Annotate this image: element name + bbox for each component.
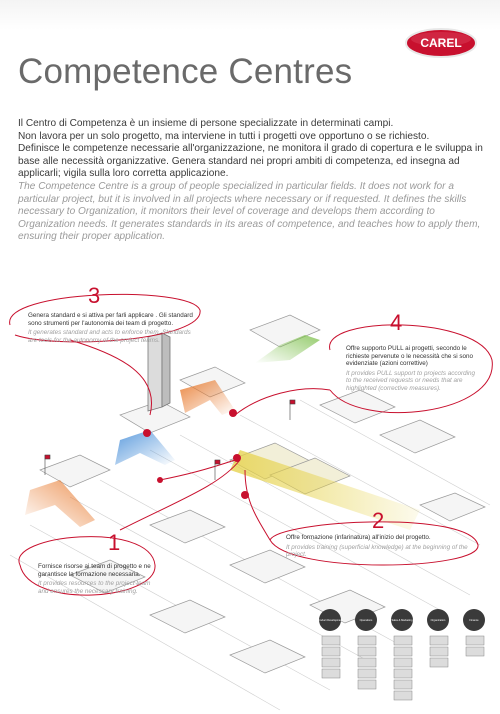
callout-1-en: It provides resources to the project team and ensures the necessary training. (38, 580, 151, 595)
callout-4 (346, 345, 476, 393)
org-chart (318, 608, 494, 712)
callout-2-en: It provides training (superficial knowledge) at the beginning of the project. (286, 543, 468, 559)
logo-text: CAREL (420, 36, 462, 50)
callout-number-2: 2 (372, 508, 385, 533)
carel-logo (404, 26, 478, 60)
callout-4-it: Offre supporto PULL ai progetti, secondo le richieste pervenute o le necessità che si sono evidenziate (azioni correttive) (346, 345, 474, 368)
callout-1 (38, 563, 156, 595)
page-title: Competence Centres (18, 52, 353, 91)
callout-2-it: Offre formazione (infarinatura) all'inizio del progetto. (286, 534, 431, 541)
intro-it-3: Definisce le competenze necessarie all'organizzazione, ne monitora il grado di copertura e le sviluppa in base alle necessità organizzative. Genera standard nei propri ambiti di competenza, ed insegna ad applicarli; vigila sulla loro corretta applicazione. (18, 143, 483, 180)
org-header-1: Operations (359, 619, 373, 622)
callout-3-it: Genera standard e si attiva per farli applicare . Gli standard sono strumenti per l'autonomia dei team di progetto. (28, 312, 193, 327)
callout-3 (28, 312, 196, 344)
yellow-band (230, 450, 420, 530)
org-header-4: Finance (469, 619, 479, 622)
intro-text (18, 118, 484, 244)
org-header-0: Product Development (318, 619, 343, 622)
callout-number-3: 3 (88, 283, 101, 308)
callout-number-1: 1 (108, 530, 121, 555)
callout-2 (286, 534, 482, 559)
callout-3-en: It generates standard and acts to enforce them. Standards are tools for the autonomy of the project teams. (28, 329, 191, 344)
callout-1-it: Fornisce risorse ai team di progetto e ne garantisce la formazione necessaria. (38, 563, 151, 578)
intro-it-1: Il Centro di Competenza è un insieme di persone specializzate in determinati campi. (18, 118, 394, 129)
callout-number-4: 4 (390, 310, 403, 335)
arrow-orange-left (25, 480, 95, 527)
org-header-2: Sales & Marketing (391, 619, 413, 622)
org-header-3: Organization (430, 619, 446, 622)
intro-it-2: Non lavora per un solo progetto, ma interviene in tutti i progetti ove opportuno o se richiesto. (18, 130, 430, 142)
intro-en: The Competence Centre is a group of people specialized in particular fields. It does not work for a particular project, but it is involved in all projects where necessary or if requested. It defines the skills necessary to Organization, it monitors their level of coverage and develops them according to Organization needs. It generates standards in its areas of competence, and teaches how to apply them, ensuring their proper application. (18, 180, 481, 243)
callout-4-en: It provides PULL support to projects according to the received requests or needs that are highlighted (corrective measures). (346, 369, 476, 392)
org-columns (322, 636, 484, 700)
